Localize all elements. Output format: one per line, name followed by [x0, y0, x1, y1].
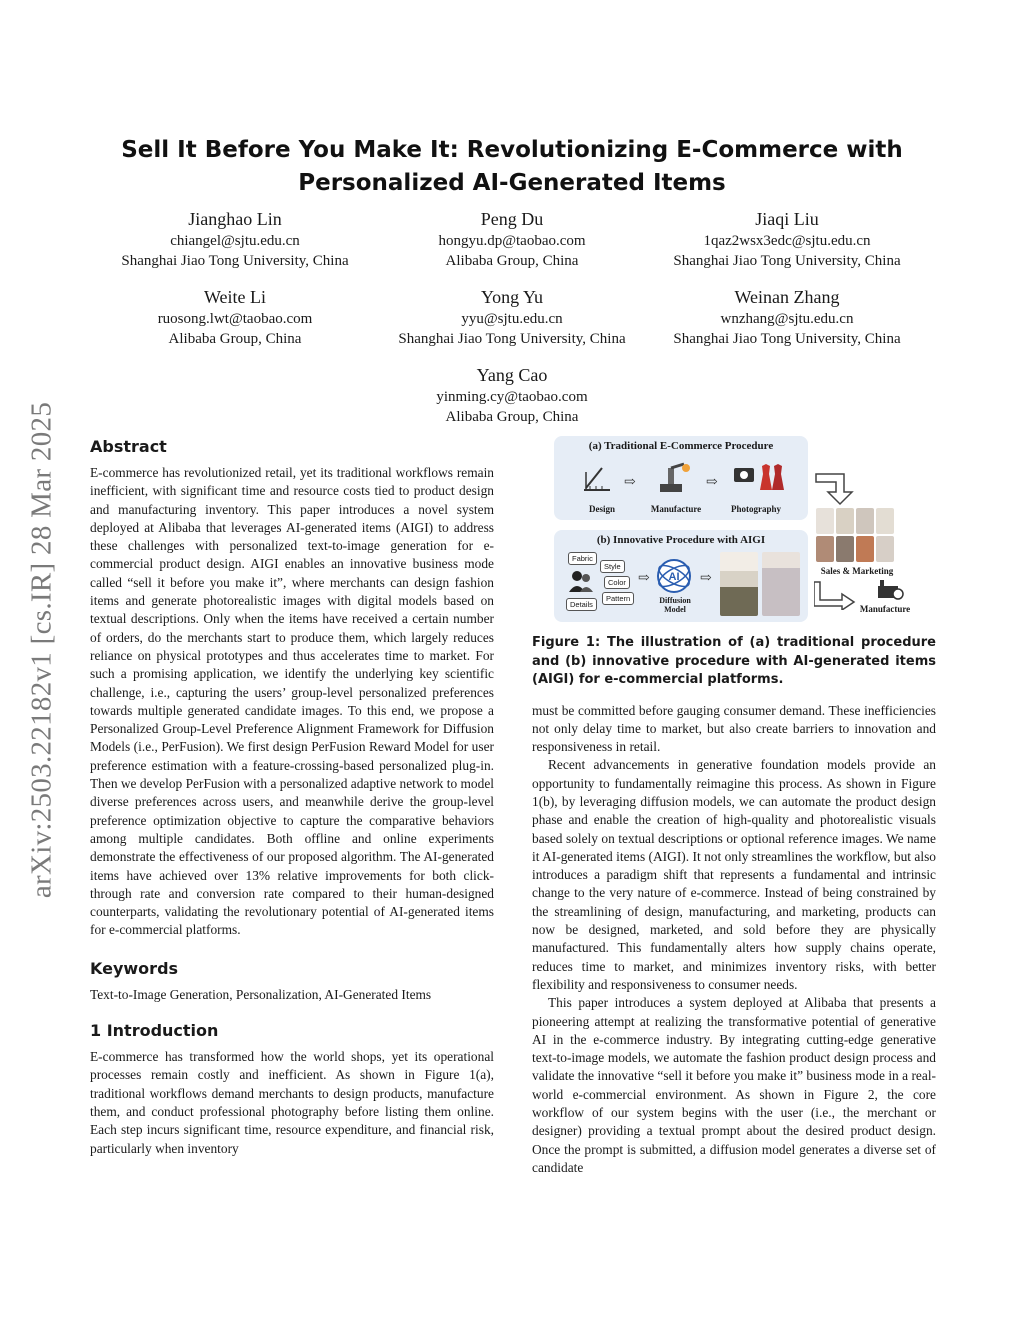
tag-color: Color	[604, 576, 630, 589]
photography-icon	[732, 460, 786, 496]
author-affiliation: Shanghai Jiao Tong University, China	[673, 331, 901, 347]
author-name: Jianghao Lin	[188, 209, 282, 229]
product-thumbnail	[816, 536, 834, 562]
keywords-heading: Keywords	[90, 958, 179, 978]
author-affiliation: Alibaba Group, China	[445, 253, 579, 269]
manufacture-icon	[656, 460, 694, 496]
ai-label: AI	[668, 571, 680, 583]
author-7	[367, 363, 657, 427]
author-block	[90, 207, 934, 427]
intro-paragraph-3: This paper introduces a system deployed at Alibaba that presents a pioneering attempt at realizing the transformative potential of generative AI in the e-commerce industry. By integrating cutting-edge generative text-to-image models, we automate the fashion product design process and validate the innovative “sell it before you make it” business mode in a real-world e-commercial environment. As shown in Figure 2, the core workflow of our system begins with the user (i.e., the merchant or designer) providing a textual prompt about the desired product design. Once the prompt is submitted, a diffusion model generates a diverse set of candidate	[532, 995, 936, 1175]
paper-title: Sell It Before You Make It: Revolutionizing E-Commerce with Personalized AI-Generated Items	[121, 137, 903, 196]
abstract-text: E-commerce has revolutionized retail, yet its traditional workflows remain inefficient, with significant time and resource costs tied to product design and manufacturing inventory. This paper introduces a novel system deployed at Alibaba that leverages AI-generated items (AIGI) to address these challenges with personalized text-to-image generation for e-commercial product design. AIGI enables an innovative business mode called “sell it before you make it”, where merchants can design fashion items and generate photorealistic images with digital models based on textual descriptions. Only when the items have received a certain number of orders, do the merchants start to produce them, which largely reduces reliance on physical prototypes and thus accelerates time to market. For such a promising application, we identify the underlying key scientific challenge, i.e., capturing the users’ group-level personalized preferences towards multiple generated candidate images. To this end, we propose a Personalized Group-Level Preference Alignment Framework for Diffusion Models (i.e., PerFusion). We first design PerFusion Reward Model for user preference estimation with a feature-crossing-based personalized plug-in. Then we develop PerFusion with a personalized adaptive network to model diverse preferences across users, and meanwhile derive the group-level preference optimization objective to capture the comparative behaviors among multiple candidates. Both offline and online experiments demonstrate the effectiveness of our proposed algorithm. The AI-generated items have achieved over 13% relative improvements for both click-through rate and conversion rate compared to their human-designed counterparts, validating the revolutionary potential of AI-generated items for e-commercial platforms.	[90, 465, 494, 938]
right-column	[532, 436, 936, 1177]
left-column	[90, 436, 494, 1158]
product-thumbnail	[856, 536, 874, 562]
author-email: wnzhang@sjtu.edu.cn	[720, 311, 854, 327]
product-thumbnail	[856, 508, 874, 534]
product-thumbnail	[876, 536, 894, 562]
author-name: Weinan Zhang	[734, 287, 840, 307]
sales-marketing-label: Sales & Marketing	[820, 566, 894, 576]
author-affiliation: Shanghai Jiao Tong University, China	[398, 331, 626, 347]
author-affiliation: Alibaba Group, China	[445, 409, 579, 425]
generated-model-image	[762, 552, 800, 616]
author-email: yinming.cy@taobao.com	[436, 389, 588, 405]
product-thumbnail	[836, 536, 854, 562]
arxiv-identifier: arXiv:2503.22182v1 [cs.IR] 28 Mar 2025	[25, 401, 58, 899]
keywords-text: Text-to-Image Generation, Personalization, AI-Generated Items	[90, 986, 432, 1002]
author-email: 1qaz2wsx3edc@sjtu.edu.cn	[703, 233, 871, 249]
arxiv-stamp	[14, 350, 70, 950]
author-affiliation: Shanghai Jiao Tong University, China	[673, 253, 901, 269]
product-thumbnail	[876, 508, 894, 534]
author-5	[367, 285, 657, 349]
manufacture-label: Manufacture	[859, 604, 911, 614]
product-thumbnail	[836, 508, 854, 534]
panel-a-title: (a) Traditional E-Commerce Procedure	[588, 440, 774, 452]
intro-paragraph-1: E-commerce has transformed how the world shops, yet its operational processes remain costly and inefficient. As shown in Figure 1(a), traditional workflows demand merchants to design products, manufacture them, and conduct professional photography before listing them online. Each step incurs significant time, resource expenditure, and financial risk, particularly when inventory	[90, 1049, 494, 1156]
figure-1	[532, 436, 936, 626]
panel-traditional	[554, 436, 808, 520]
author-name: Peng Du	[480, 209, 544, 229]
generated-model-image	[720, 552, 758, 616]
author-email: yyu@sjtu.edu.cn	[461, 311, 563, 327]
author-name: Weite Li	[203, 287, 267, 307]
author-affiliation: Shanghai Jiao Tong University, China	[121, 253, 349, 269]
author-name: Yang Cao	[476, 365, 548, 385]
curved-arrow-icon	[814, 466, 864, 506]
step-design-label: Design	[588, 504, 615, 514]
step-photography-label: Photography	[730, 504, 781, 514]
tag-style: Style	[600, 560, 625, 573]
author-email: hongyu.dp@taobao.com	[438, 233, 586, 249]
diffusion-model-icon	[654, 556, 694, 596]
intro-paragraph-1-continued: must be committed before gauging consumer demand. These inefficiencies not only delay time to market, but also create barriers to innovation and responsiveness in retail.	[532, 702, 936, 755]
factory-icon	[876, 578, 904, 600]
author-name: Yong Yu	[480, 287, 544, 307]
tag-fabric: Fabric	[568, 552, 597, 565]
author-2	[367, 207, 657, 271]
users-icon	[568, 568, 594, 594]
author-1	[90, 207, 380, 271]
author-3	[642, 207, 932, 271]
author-name: Jiaqi Liu	[755, 209, 819, 229]
step-manufacture-label: Manufacture	[650, 504, 702, 514]
intro-paragraph-2: Recent advancements in generative foundation models provide an opportunity to fundamentally reimagine this process. As shown in Figure 1(b), by leveraging diffusion models, we can automate the product design phase and enable the creation of high-quality and photorealistic visuals based solely on textual descriptions or optional reference images. We name it AI-generated items (AIGI). It not only streamlines the workflow, but also introduces a paradigm shift that represents a fundamental and intrinsic change to the very nature of e-commerce. Instead of being constrained by the streamlining of design, manufacturing, and marketing, products can now be designed, marketed, and sold before they are physically manufactured. This fundamentally alters how supply chains operate, reduces time to market, and minimizes inventory risks, with better flexibility and responsiveness to consumer needs.	[532, 757, 936, 992]
author-4	[90, 285, 380, 349]
arrow-icon: ⇨	[638, 571, 650, 586]
tag-pattern: Pattern	[602, 592, 634, 605]
author-email: ruosong.lwt@taobao.com	[157, 311, 313, 327]
figure-caption: Figure 1: The illustration of (a) traditional procedure and (b) innovative procedure with AI-generated items (AIGI) for e-commercial platforms.	[532, 635, 936, 687]
author-6	[642, 285, 932, 349]
design-icon	[580, 462, 614, 496]
panel-b-title: (b) Innovative Procedure with AIGI	[596, 534, 766, 546]
author-affiliation: Alibaba Group, China	[168, 331, 302, 347]
author-email: chiangel@sjtu.edu.cn	[170, 233, 300, 249]
arrow-icon: ⇨	[700, 571, 712, 586]
diffusion-model-label: Diffusion Model	[659, 596, 691, 614]
tag-details: Details	[566, 598, 597, 611]
arrow-icon: ⇨	[624, 475, 636, 490]
abstract-heading: Abstract	[90, 437, 167, 456]
product-thumbnail	[816, 508, 834, 534]
introduction-heading: 1 Introduction	[90, 1021, 219, 1041]
arrow-icon: ⇨	[706, 475, 718, 490]
panel-innovative	[554, 530, 808, 622]
